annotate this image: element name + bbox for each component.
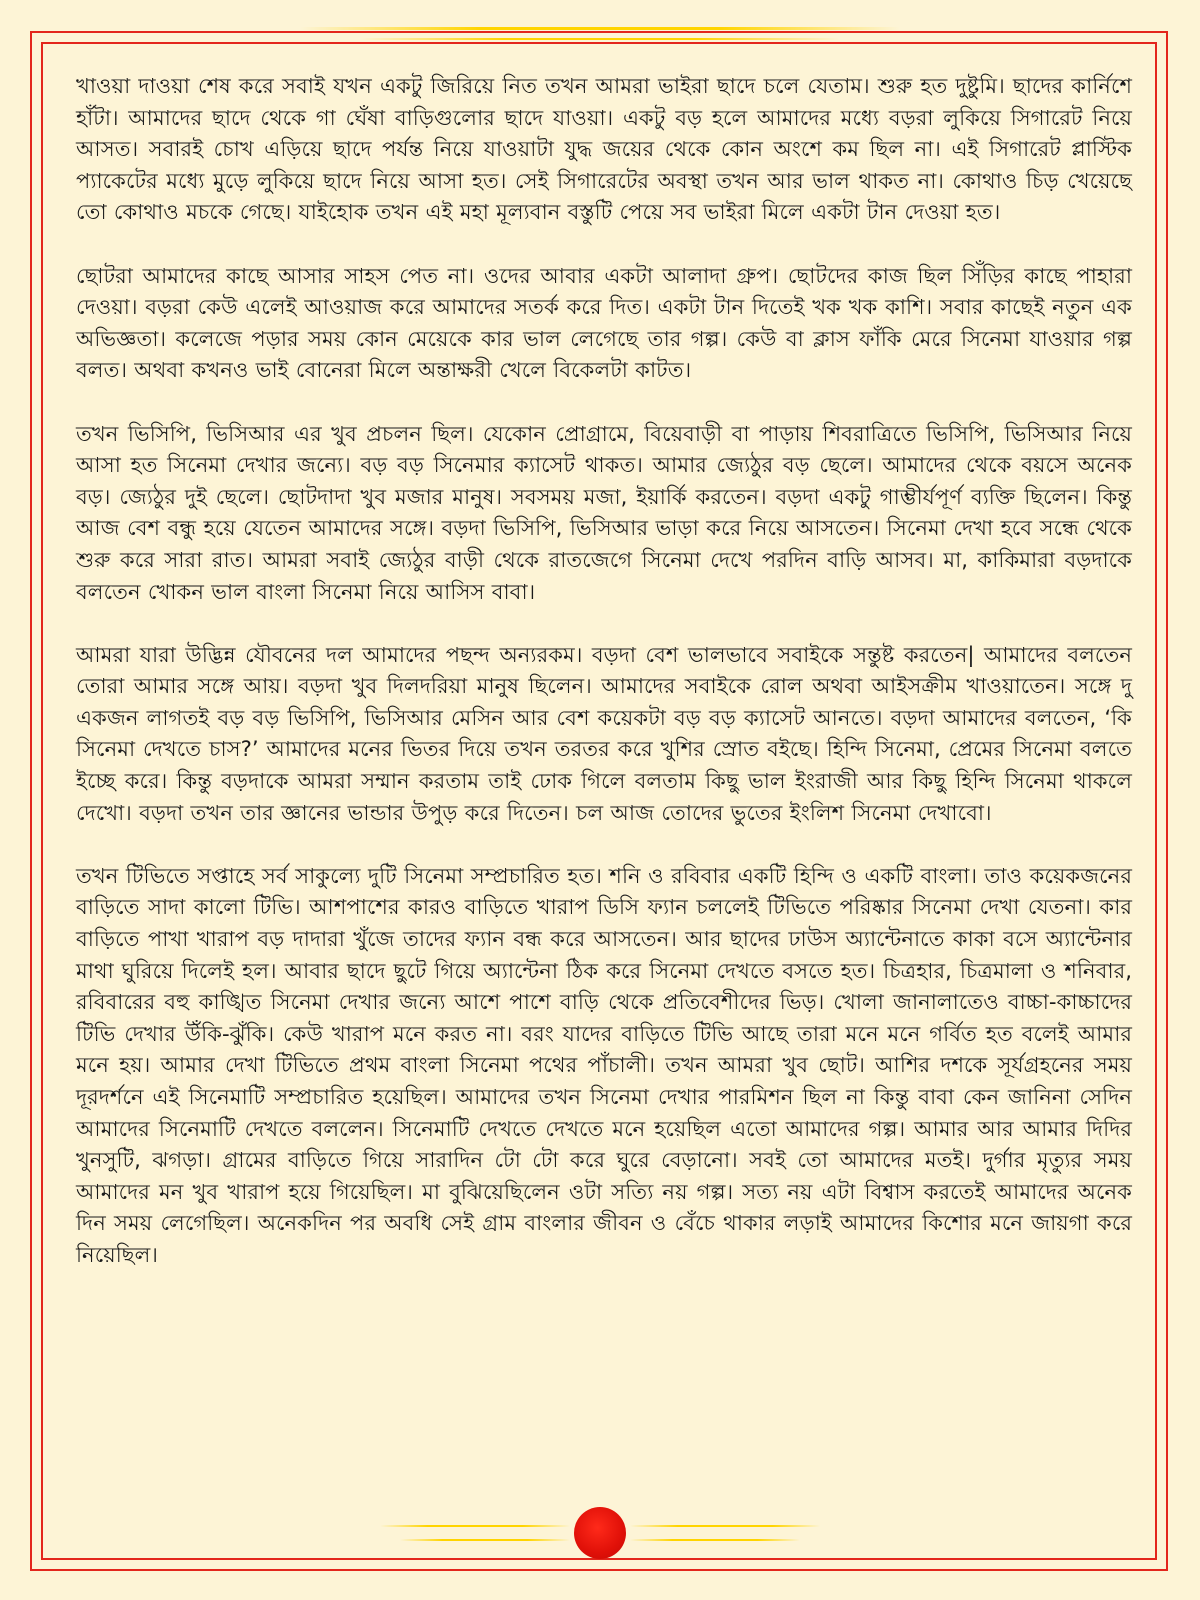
red-dot-ornament bbox=[574, 1507, 626, 1559]
article-body bbox=[76, 70, 1132, 1271]
ornament-line-left bbox=[380, 1525, 570, 1527]
paragraph: তখন টিভিতে সপ্তাহে সর্ব সাকুল্যে দুটি সিনেমা সম্প্রচারিত হত। শনি ও রবিবার একটি হিন্দি ও একটি বাংলা। তাও কয়েকজনের বাড়িতে সাদা কালো টিভি। আশপাশের কারও বাড়িতে খারাপ ডিসি ফ্যান চললেই টিভিতে পরিষ্কার সিনেমা দেখা যেতনা। কার বাড়িতে পাখা খারাপ বড় দাদারা খুঁজে তাদের ফ্যান বন্ধ করে আসতেন। আর ছাদের ঢাউস অ্যান্টেনাতে কাকা বসে অ্যান্টেনার মাথা ঘুরিয়ে দিলেই হল। আবার ছাদে ছুটে গিয়ে অ্যান্টেনা ঠিক করে সিনেমা দেখতে বসতে হত। চিত্রহার, চিত্রমালা ও শনিবার, রবিবারের বহু কাঙ্খিত সিনেমা দেখার জন্যে আশে পাশে বাড়ি থেকে প্রতিবেশীদের ভিড়। খোলা জানালাতেও বাচ্চা-কাচ্চাদের টিভি দেখার উঁকি-ঝুঁকি। কেউ খারাপ মনে করত না। বরং যাদের বাড়িতে টিভি আছে তারা মনে মনে গর্বিত হত বলেই আমার মনে হয়। আমার দেখা টিভিতে প্রথম বাংলা সিনেমা পথের পাঁচালী। তখন আমরা খুব ছোট। আশির দশকে সূর্যগ্রহনের সময় দূরদর্শনে এই সিনেমাটি সম্প্রচারিত হয়েছিল। আমাদের তখন সিনেমা দেখার পারমিশন ছিল না কিন্তু বাবা কেন জানিনা সেদিন আমাদের সিনেমাটি দেখতে বললেন। সিনেমাটি দেখতে দেখতে মনে হয়েছিল এতো আমাদের গল্প। আমার আর আমার দিদির খুনসুটি, ঝগড়া। গ্রামের বাড়িতে গিয়ে সারাদিন টো টো করে ঘুরে বেড়ানো। সবই তো আমাদের মতই। দুর্গার মৃত্যুর সময় আমাদের মন খুব খারাপ হয়ে গিয়েছিল। মা বুঝিয়েছিলেন ওটা সত্যি নয় গল্প। সত্য নয় এটা বিশ্বাস করতেই আমাদের অনেক দিন সময় লেগেছিল। অনেকদিন পর অবধি সেই গ্রাম বাংলার জীবন ও বেঁচে থাকার লড়াই আমাদের কিশোর মনে জায়গা করে নিয়েছিল। bbox=[76, 862, 1132, 1267]
paragraph: আমরা যারা উদ্ভিন্ন যৌবনের দল আমাদের পছন্দ অন্যরকম। বড়দা বেশ ভালভাবে সবাইকে সন্তুষ্ট করতেন| আমাদের বলতেন তোরা আমার সঙ্গে আয়। বড়দা খুব দিলদরিয়া মানুষ ছিলেন। আমাদের সবাইকে রোল অথবা আইসক্রীম খাওয়াতেন। সঙ্গে দু একজন লাগতই বড় বড় ভিসিপি, ভিসিআর মেসিন আর বেশ কয়েকটা বড় বড় ক্যাসেট আনতে। বড়দা আমাদের বলতেন, ‘কি সিনেমা দেখতে চাস?’ আমাদের মনের ভিতর দিয়ে তখন তরতর করে খুশির স্রোত বইছে। হিন্দি সিনেমা, প্রেমের সিনেমা বলতে ইচ্ছে করে। কিন্তু বড়দাকে আমরা সম্মান করতাম তাই ঢোক গিলে বলতাম কিছু ভাল ইংরাজী আর কিছু হিন্দি সিনেমা থাকলে দেখো। বড়দা তখন তার জ্ঞানের ভান্ডার উপুড় করে দিতেন। চল আজ তোদের ভুতের ইংলিশ সিনেমা দেখাবো। bbox=[76, 641, 1132, 825]
bottom-ornament bbox=[0, 1505, 1200, 1565]
top-ornament-line bbox=[300, 27, 900, 30]
paragraph: তখন ভিসিপি, ভিসিআর এর খুব প্রচলন ছিল। যেকোন প্রোগ্রামে, বিয়েবাড়ী বা পাড়ায় শিবরাত্রিতে ভিসিপি, ভিসিআর নিয়ে আসা হত সিনেমা দেখার জন্যে। বড় বড় সিনেমার ক্যাসেট থাকত। আমার জ্যেঠুর বড় ছেলে। আমাদের থেকে বয়সে অনেক বড়। জ্যেঠুর দুই ছেলে। ছোটদাদা খুব মজার মানুষ। সবসময় মজা, ইয়ার্কি করতেন। বড়দা একটু গাম্ভীর্যপূর্ণ ব্যক্তি ছিলেন। কিন্তু আজ বেশ বন্ধু হয়ে যেতেন আমাদের সঙ্গে। বড়দা ভিসিপি, ভিসিআর ভাড়া করে নিয়ে আসতেন। সিনেমা দেখা হবে সন্ধে থেকে শুরু করে সারা রাত। আমরা সবাই জ্যেঠুর বাড়ী থেকে রাতজেগে সিনেমা দেখে পরদিন বাড়ি আসব। মা, কাকিমারা বড়দাকে বলতেন খোকন ভাল বাংলা সিনেমা নিয়ে আসিস বাবা। bbox=[76, 420, 1132, 604]
ornament-line-right bbox=[630, 1539, 800, 1541]
ornament-line-left bbox=[400, 1539, 570, 1541]
ornament-line-right bbox=[630, 1525, 820, 1527]
paragraph: খাওয়া দাওয়া শেষ করে সবাই যখন একটু জিরিয়ে নিত তখন আমরা ভাইরা ছাদে চলে যেতাম। শুরু হত দুষ্টুমি। ছাদের কার্নিশে হাঁটা। আমাদের ছাদে থেকে গা ঘেঁষা বাড়িগুলোর ছাদে যাওয়া। একটু বড় হলে আমাদের মধ্যে বড়রা লুকিয়ে সিগারেট নিয়ে আসত। সবারই চোখ এড়িয়ে ছাদে পর্যন্ত নিয়ে যাওয়াটা যুদ্ধ জয়ের থেকে কোন অংশে কম ছিল না। এই সিগারেট প্লাস্টিক প্যাকেটের মধ্যে মুড়ে লুকিয়ে ছাদে নিয়ে আসা হত। সেই সিগারেটের অবস্থা তখন আর ভাল থাকত না। কোথাও চিড় খেয়েছে তো কোথাও মচকে গেছে। যাইহোক তখন এই মহা মূল্যবান বস্তুটি পেয়ে সব ভাইরা মিলে একটা টান দেওয়া হত। bbox=[76, 73, 1132, 225]
paragraph: ছোটরা আমাদের কাছে আসার সাহস পেত না। ওদের আবার একটা আলাদা গ্রুপ। ছোটদের কাজ ছিল সিঁড়ির কাছে পাহারা দেওয়া। বড়রা কেউ এলেই আওয়াজ করে আমাদের সতর্ক করে দিত। একটা টান দিতেই খক খক কাশি। সবার কাছেই নতুন এক অভিজ্ঞতা। কলেজে পড়ার সময় কোন মেয়েকে কার ভাল লেগেছে তার গল্প। কেউ বা ক্লাস ফাঁকি মেরে সিনেমা যাওয়ার গল্প বলত। অথবা কখনও ভাই বোনেরা মিলে অন্তাক্ষরী খেলে বিকেলটা কাটত। bbox=[76, 262, 1132, 383]
